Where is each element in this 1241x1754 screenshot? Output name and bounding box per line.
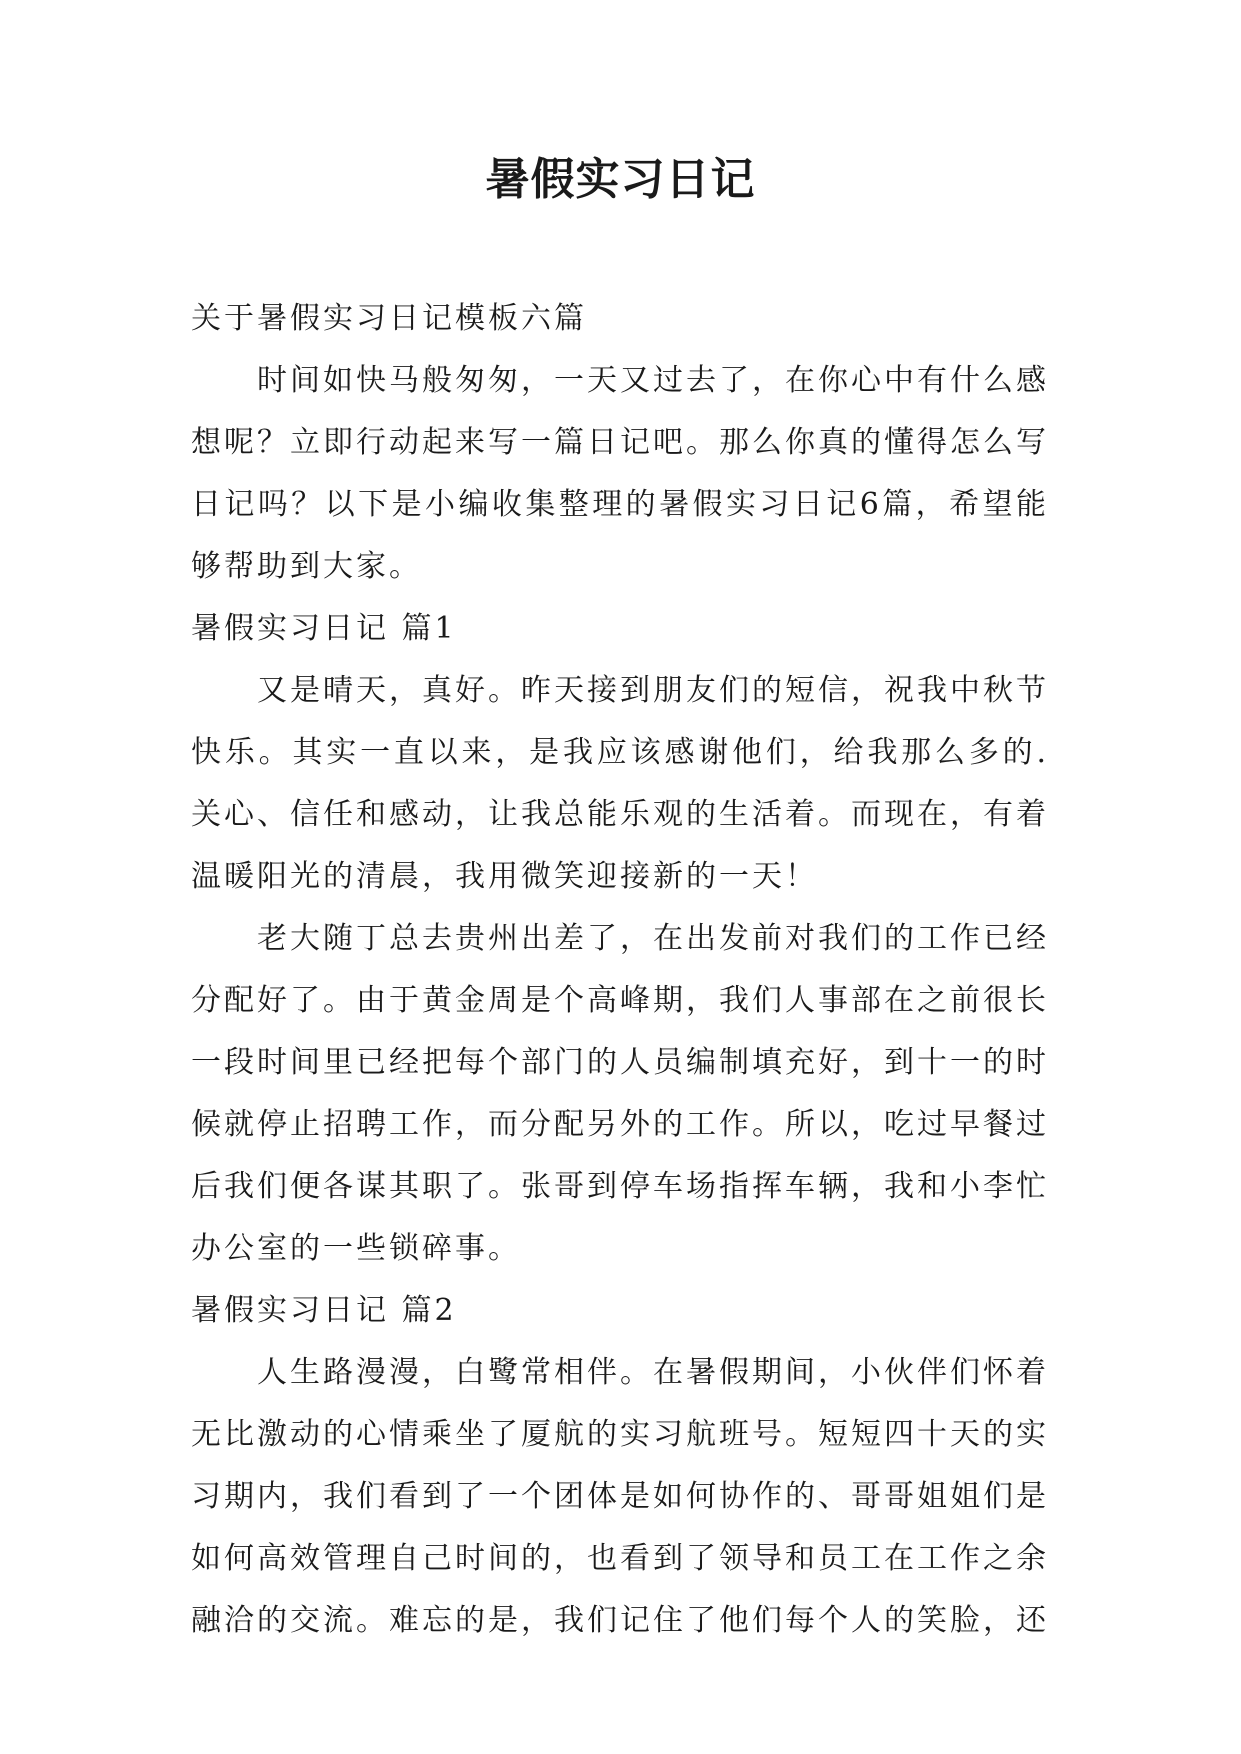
section-1-paragraph-1: 又是晴天，真好。昨天接到朋友们的短信，祝我中秋节快乐。其实一直以来，是我应该感谢他们，给我那么多的.关心、信任和感动，让我总能乐观的生活着。而现在，有着温暖阳光的清晨，我用微笑迎接新的一天！	[191, 673, 1049, 894]
intro-paragraph: 时间如快马般匆匆，一天又过去了，在你心中有什么感想呢？立即行动起来写一篇日记吧。那么你真的懂得怎么写日记吗？以下是小编收集整理的暑假实习日记6篇，希望能够帮助到大家。	[191, 363, 1049, 584]
section-1-paragraph-2: 老大随丁总去贵州出差了，在出发前对我们的工作已经分配好了。由于黄金周是个高峰期，我们人事部在之前很长一段时间里已经把每个部门的人员编制填充好，到十一的时候就停止招聘工作，而分配另外的工作。所以，吃过早餐过后我们便各谋其职了。张哥到停车场指挥车辆，我和小李忙办公室的一些锁碎事。	[191, 921, 1049, 1266]
document-subtitle: 关于暑假实习日记模板六篇	[191, 301, 587, 336]
document-body	[191, 288, 1049, 1652]
section-heading-2: 暑假实习日记 篇2	[191, 1293, 457, 1328]
document-title: 暑假实习日记	[485, 154, 756, 205]
section-heading-1: 暑假实习日记 篇1	[191, 611, 457, 646]
section-2-paragraph-1: 人生路漫漫，白鹭常相伴。在暑假期间，小伙伴们怀着无比激动的心情乘坐了厦航的实习航班号。短短四十天的实习期内，我们看到了一个团体是如何协作的、哥哥姐姐们是如何高效管理自己时间的，也看到了领导和员工在工作之余融洽的交流。难忘的是，我们记住了他们每个人的笑脸，还	[191, 1355, 1049, 1638]
